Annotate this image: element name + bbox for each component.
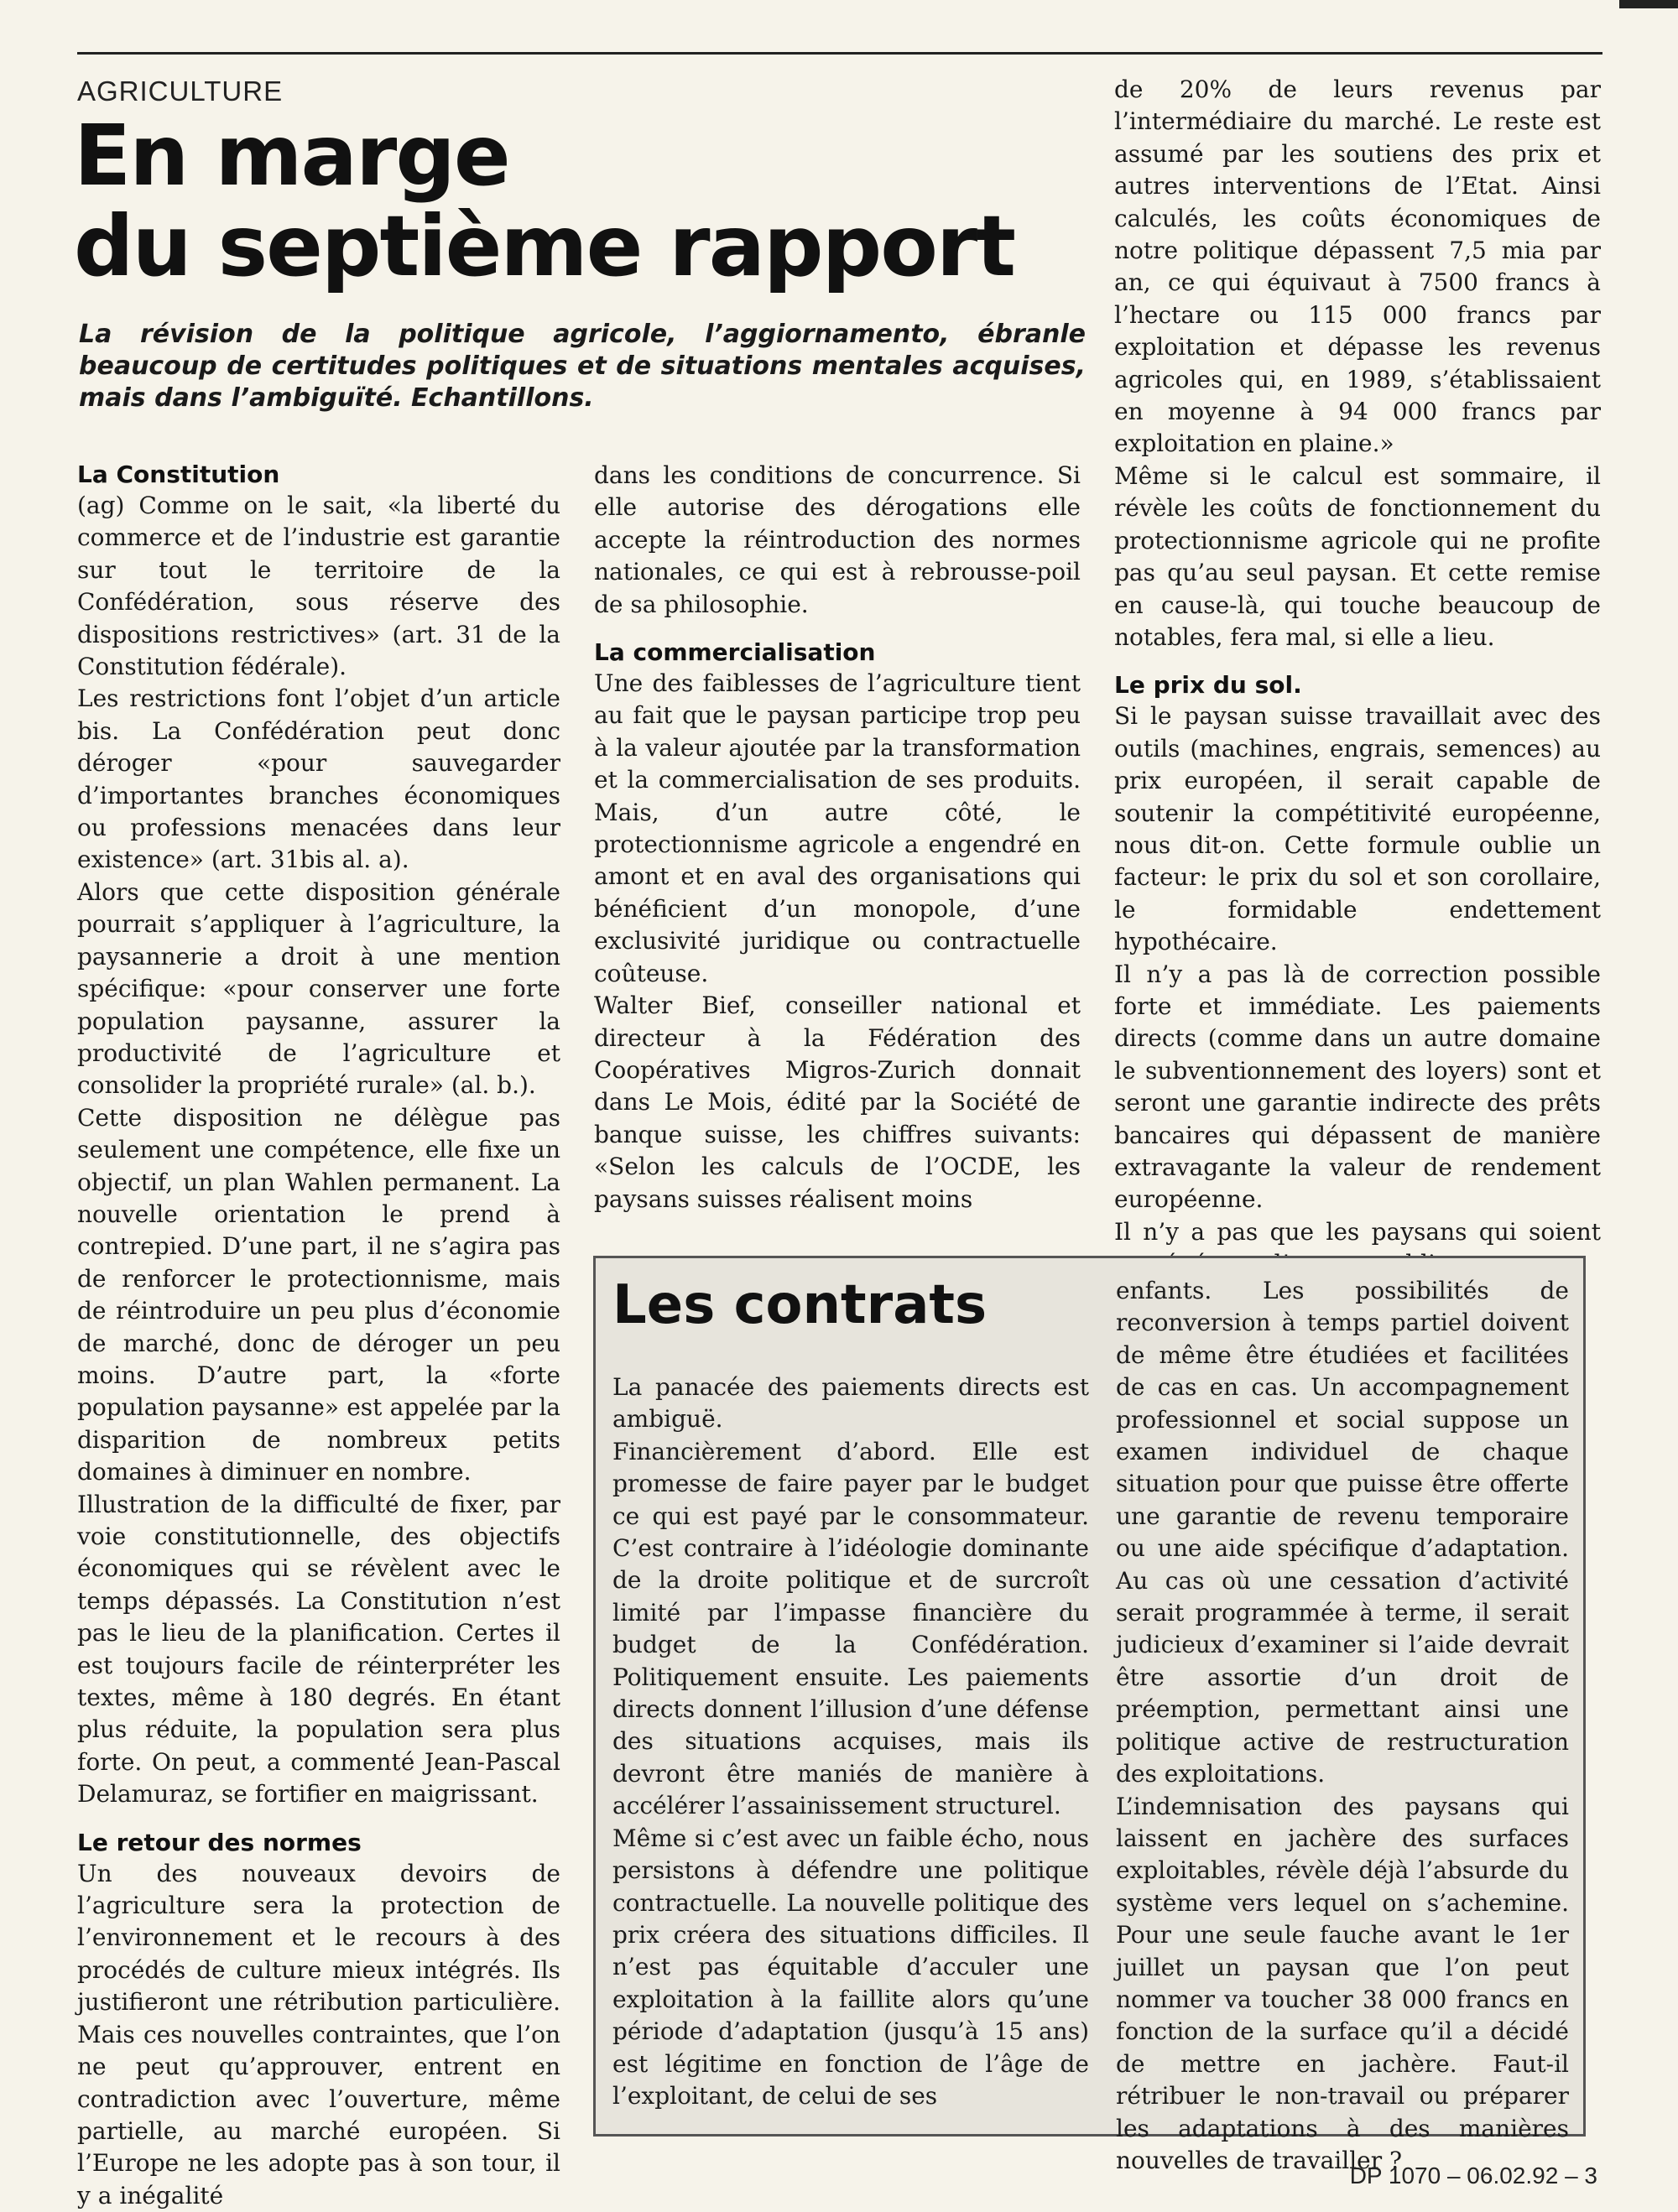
lead-paragraph: La révision de la politique agricole, l’aggiornamento, ébranle beaucoup de certitudes politiques et de situations mentales acquises, mais dans l’ambiguïté. Echantillons. [79,320,1086,413]
paragraph: (ag) Comme on le sait, «la liberté du commerce et de l’industrie est garantie sur tout le territoire de la Confédération, sous réserve des dispositions restrictives» (art. 31 de la Constitution fédérale). [77,492,560,681]
headline-line-2: du septième rapport [74,197,1015,295]
paragraph: Une des faiblesses de l’agriculture tient au fait que le paysan participe trop peu à la valeur ajoutée par la transformation et la commercialisation de ses produits. Mais, d’un autre côté, le protectionnisme agricole a engendré en amont et en aval des organisations qui bénéficient d’un monopole, d’une exclusivité juridique ou contractuelle coûteuse. [594,669,1081,987]
heading-retour-des-normes: Le retour des normes [77,1828,362,1856]
paragraph: Financièrement d’abord. Elle est promesse de faire payer par le budget ce qui est payé par le consommateur. C’est contraire à l’idéologie dominante de la droite politique et de surcroît limité par l’impasse financière du budget de la Confédération. Politiquement ensuite. Les paiements directs donnent l’illusion d’une défense des situations acquises, mais ils devront être maniés de manière à accélérer l’assainissement structurel. [612,1437,1089,1820]
headline-line-1: En marge [74,107,509,205]
headline [74,107,1015,295]
paragraph: Les restrictions font l’objet d’un article bis. La Confédération peut donc déroger «pour sauvegarder d’importantes branches économiques ou professions menacées dans leur existence» (art. 31bis al. a). [77,684,560,874]
paragraph: Alors que cette disposition générale pourrait s’appliquer à l’agriculture, la paysannerie a droit à une mention spécifique: «pour conserver une forte population paysanne, assurer la productivité de l’agriculture et consolider la propriété rurale» (al. b.). [77,877,560,1100]
box-column-2 [1116,1275,1569,2177]
paragraph: dans les conditions de concurrence. Si elle autorise des dérogations elle accepte la réintroduction des normes nationales, ce qui est à rebrousse-poil de sa philosophie. [594,461,1081,618]
paragraph-text: Il n’y a pas que les paysans qui soient [1114,1217,1601,1246]
heading-prix-du-sol: Le prix du sol. [1114,671,1302,700]
paragraph: Walter Bief, conseiller national et directeur à la Fédération des Coopératives Migros-Zurich donnait dans Le Mois, édité par la Société de banque suisse, les chiffres suivants: «Selon les calculs de l’OCDE, les paysans suisses réalisent moins [594,991,1081,1213]
paragraph: Même si le calcul est sommaire, il révèle les coûts de fonctionnement du protectionnisme agricole qui ne profite pas qu’au seul paysan. Et cette remise en cause-là, qui touche beaucoup de notables, fera mal, si elle a lieu. [1114,461,1601,651]
heading-commercialisation: La commercialisation [594,638,876,667]
top-rule [77,52,1602,55]
paragraph: Un des nouveaux devoirs de l’agriculture sera la protection de l’environnement et le recours à des procédés de culture mieux intégrés. Ils justifieront une rétribution particulière. Mais ces nouvelles contraintes, que l’on ne peut qu’approuver, entrent en contradiction avec l’ouverture, même partielle, au marché européen. Si l’Europe ne les adopte pas à son tour, il y a inégalité [77,1859,560,2209]
paragraph: La panacée des paiements directs est ambiguë. [612,1373,1089,1434]
paragraph: enfants. Les possibilités de reconversion à temps partiel doivent de même être étudiées et facilitées de cas en cas. Un accompagnement professionnel et social suppose un examen individuel de chaque situation pour que puisse être offerte une garantie de revenu temporaire ou une aide spécifique d’adaptation. Au cas où une cessation d’activité serait programmée à terme, il serait judicieux d’examiner si l’aide devrait être assortie d’un droit de préemption, permettant ainsi une politique active de restructuration des exploitations. [1116,1277,1569,1788]
paragraph: de 20% de leurs revenus par l’intermédiaire du marché. Le reste est assumé par les soutiens des prix et autres interventions de l’Etat. Ainsi calculés, les coûts économiques de notre politique dépassent 7,5 mia par an, ce qui équivaut à 7500 francs à l’hectare ou 115 000 francs par exploitation et dépasse les revenus agricoles qui, en 1989, s’établissaient en moyenne à 94 000 francs par exploitation en plaine.» [1114,75,1601,458]
heading-constitution: La Constitution [77,461,280,488]
column-2 [594,460,1081,1215]
column-3 [1114,74,1601,1281]
sidebar-box-contrats [593,1256,1586,2174]
paragraph: Si le paysan suisse travaillait avec des outils (machines, engrais, semences) au prix européen, il serait capable de soutenir la compétitivité européenne, nous dit-on. Cette formule oublie un facteur: le prix du sol et son corollaire, le formidable endettement hypothécaire. [1114,702,1601,956]
page-footer: DP 1070 – 06.02.92 – 3 [1349,2163,1597,2189]
box-column-1 [612,1371,1089,2112]
section-label: AGRICULTURE [77,75,284,107]
box-title: Les contrats [612,1274,988,1336]
paragraph: Il n’y a pas là de correction possible forte et immédiate. Les paiements directs (comme dans un autre domaine le subventionnement des loyers) sont et seront une garantie indirecte des prêts bancaires qui dépassent de manière extravagante la valeur de rendement européenne. [1114,960,1601,1214]
paragraph: Même si c’est avec un faible écho, nous persistons à défendre une politique contractuelle. La nouvelle politique des prix créera des situations difficiles. Il n’est pas équitable d’acculer une exploitation à la faillite alors qu’une période d’adaptation (jusqu’à 15 ans) est légitime en fonction de l’âge de l’exploitant, de celui de ses [612,1824,1089,2110]
corner-mark [1619,0,1678,8]
column-1 [77,460,560,2212]
paragraph: Illustration de la difficulté de fixer, par voie constitutionnelle, des objectifs économiques qui se révèlent avec le temps dépassés. La Constitution n’est pas le lieu de la planification. Certes il est toujours facile de réinterpréter les textes, même à 180 degrés. En étant plus réduite, la population sera plus forte. On peut, a commenté Jean-Pascal Delamuraz, se fortifier en maigrissant. [77,1490,560,1809]
paragraph: Cette disposition ne délègue pas seulement une compétence, elle fixe un objectif, un plan Wahlen permanent. La nouvelle orientation le prend à contrepied. D’une part, il ne s’agira pas de renforcer le protectionnisme, mais de réintroduire un peu plus d’économie de marché, donc de déroger un peu moins. D’autre part, la «forte population paysanne» est appelée par la disparition de nombreux petits domaines à diminuer en nombre. [77,1103,560,1486]
paragraph: L’indemnisation des paysans qui laissent en jachère des surfaces exploitables, révèle déjà l’absurde du système vers lequel on s’achemine. Pour une seule fauche avant le 1er juillet un paysan que l’on peut nommer va toucher 38 000 francs en fonction de la surface qu’il a décidé de mettre en jachère. Faut-il rétribuer le non-travail ou préparer les adaptations à des manières nouvelles de travailler ? [1116,1792,1569,2174]
